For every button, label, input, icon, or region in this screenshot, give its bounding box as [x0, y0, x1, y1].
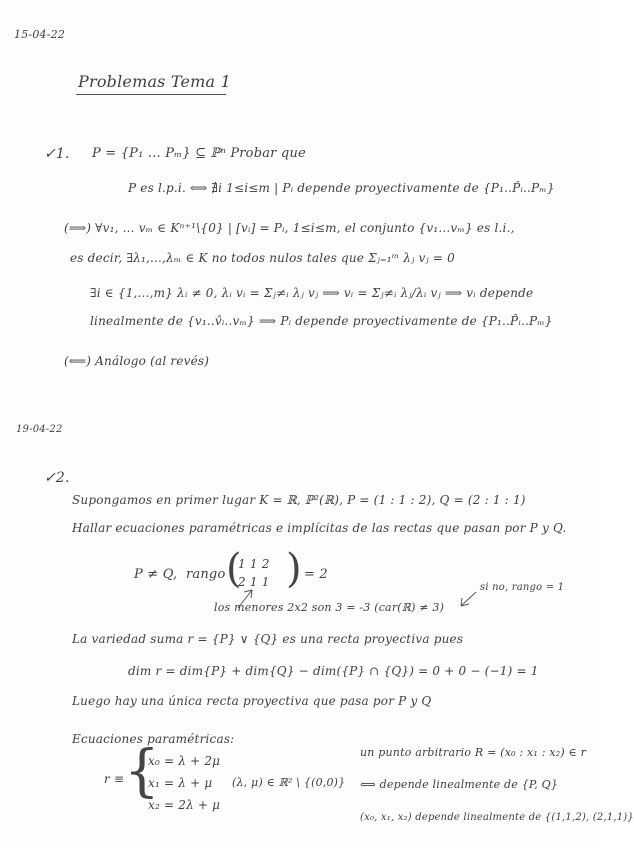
problem-1-converse: (⟸) Análogo (al revés) [64, 354, 210, 368]
problem-2-line-1: Supongamos en primer lugar K = ℝ, ℙ²(ℝ), P = (1 : 1 : 2), Q = (2 : 1 : 1) [72, 493, 526, 507]
matrix-row-2: 2 1 1 [238, 575, 270, 589]
rango-label: rango [186, 567, 226, 582]
right-note-3: (x₀, x₁, x₂) depende linealmente de {(1,1,2), (2,1,1)} [360, 812, 634, 823]
problem-2-line-3: La variedad suma r = {P} ∨ {Q} es una recta proyectiva pues [72, 632, 464, 646]
problem-2-line-2: Hallar ecuaciones paramétricas e implícitas de las rectas que pasan por P y Q. [72, 521, 567, 535]
side-arrow-icon [458, 590, 478, 610]
problem-1-number: ✓1. [44, 146, 70, 162]
equation-x0: x₀ = λ + 2μ [148, 754, 221, 768]
problem-1-proof-line-1: (⟹) ∀v₁, ... vₘ ∈ Kⁿ⁺¹\{0} | [vᵢ] = Pᵢ, 1≤i≤m, el conjunto {v₁...vₘ} es l.i., [64, 221, 515, 235]
matrix-left-paren: ( [226, 546, 242, 592]
problem-1-proof-line-3: ∃i ∈ {1,...,m} λᵢ ≠ 0, λᵢ vᵢ = Σⱼ≠ᵢ λⱼ vⱼ ⟹ vᵢ = Σⱼ≠ᵢ λⱼ/λᵢ vⱼ ⟹ vᵢ depende [90, 286, 534, 300]
p-neq-q: P ≠ Q, [134, 567, 178, 582]
equation-x1: x₁ = λ + μ [148, 776, 213, 790]
date-label-2: 19-04-22 [16, 424, 63, 435]
rank-side-note: si no, rango = 1 [480, 582, 565, 593]
matrix-right-paren: ) [286, 546, 302, 592]
title-underline [76, 94, 226, 95]
right-note-2: ⟺ depende linealmente de {P, Q} [360, 778, 559, 791]
minor-note: los menores 2x2 son 3 = -3 (car(ℝ) ≠ 3) [214, 601, 445, 614]
problem-1-claim: P es l.p.i. ⟺ ∄i 1≤i≤m | Pᵢ depende proyectivamente de {P₁..P̂ᵢ..Pₘ} [128, 181, 555, 195]
matrix-row-1: 1 1 2 [238, 557, 270, 571]
r-label: r ≡ [104, 772, 125, 786]
problem-2-line-4: Luego hay una única recta proyectiva que pasa por P y Q [72, 694, 432, 708]
lambda-mu-domain: (λ, μ) ∈ ℝ² \ {(0,0)} [232, 776, 346, 789]
problem-2-number: ✓2. [44, 470, 70, 486]
rank-equals: = 2 [304, 567, 328, 582]
parametric-title: Ecuaciones paramétricas: [72, 732, 235, 746]
equation-x2: x₂ = 2λ + μ [148, 798, 221, 812]
page-title: Problemas Tema 1 [78, 72, 231, 91]
problem-1-statement: P = {P₁ ... Pₘ} ⊆ ℙⁿ Probar que [92, 146, 306, 161]
date-label: 15-04-22 [14, 28, 66, 41]
right-note-1: un punto arbitrario R = (x₀ : x₁ : x₂) ∈ r [360, 746, 587, 759]
system-brace: { [124, 739, 160, 804]
problem-1-proof-line-4: linealmente de {v₁..v̂ᵢ..vₘ} ⟹ Pᵢ depende proyectivamente de {P₁..P̂ᵢ..Pₘ} [90, 314, 553, 328]
dimension-line: dim r = dim{P} + dim{Q} − dim({P} ∩ {Q}) = 0 + 0 − (−1) = 1 [128, 664, 539, 678]
problem-1-proof-line-2: es decir, ∃λ₁,...,λₘ ∈ K no todos nulos tales que Σⱼ₌₁ᵐ λⱼ vⱼ = 0 [70, 251, 455, 265]
